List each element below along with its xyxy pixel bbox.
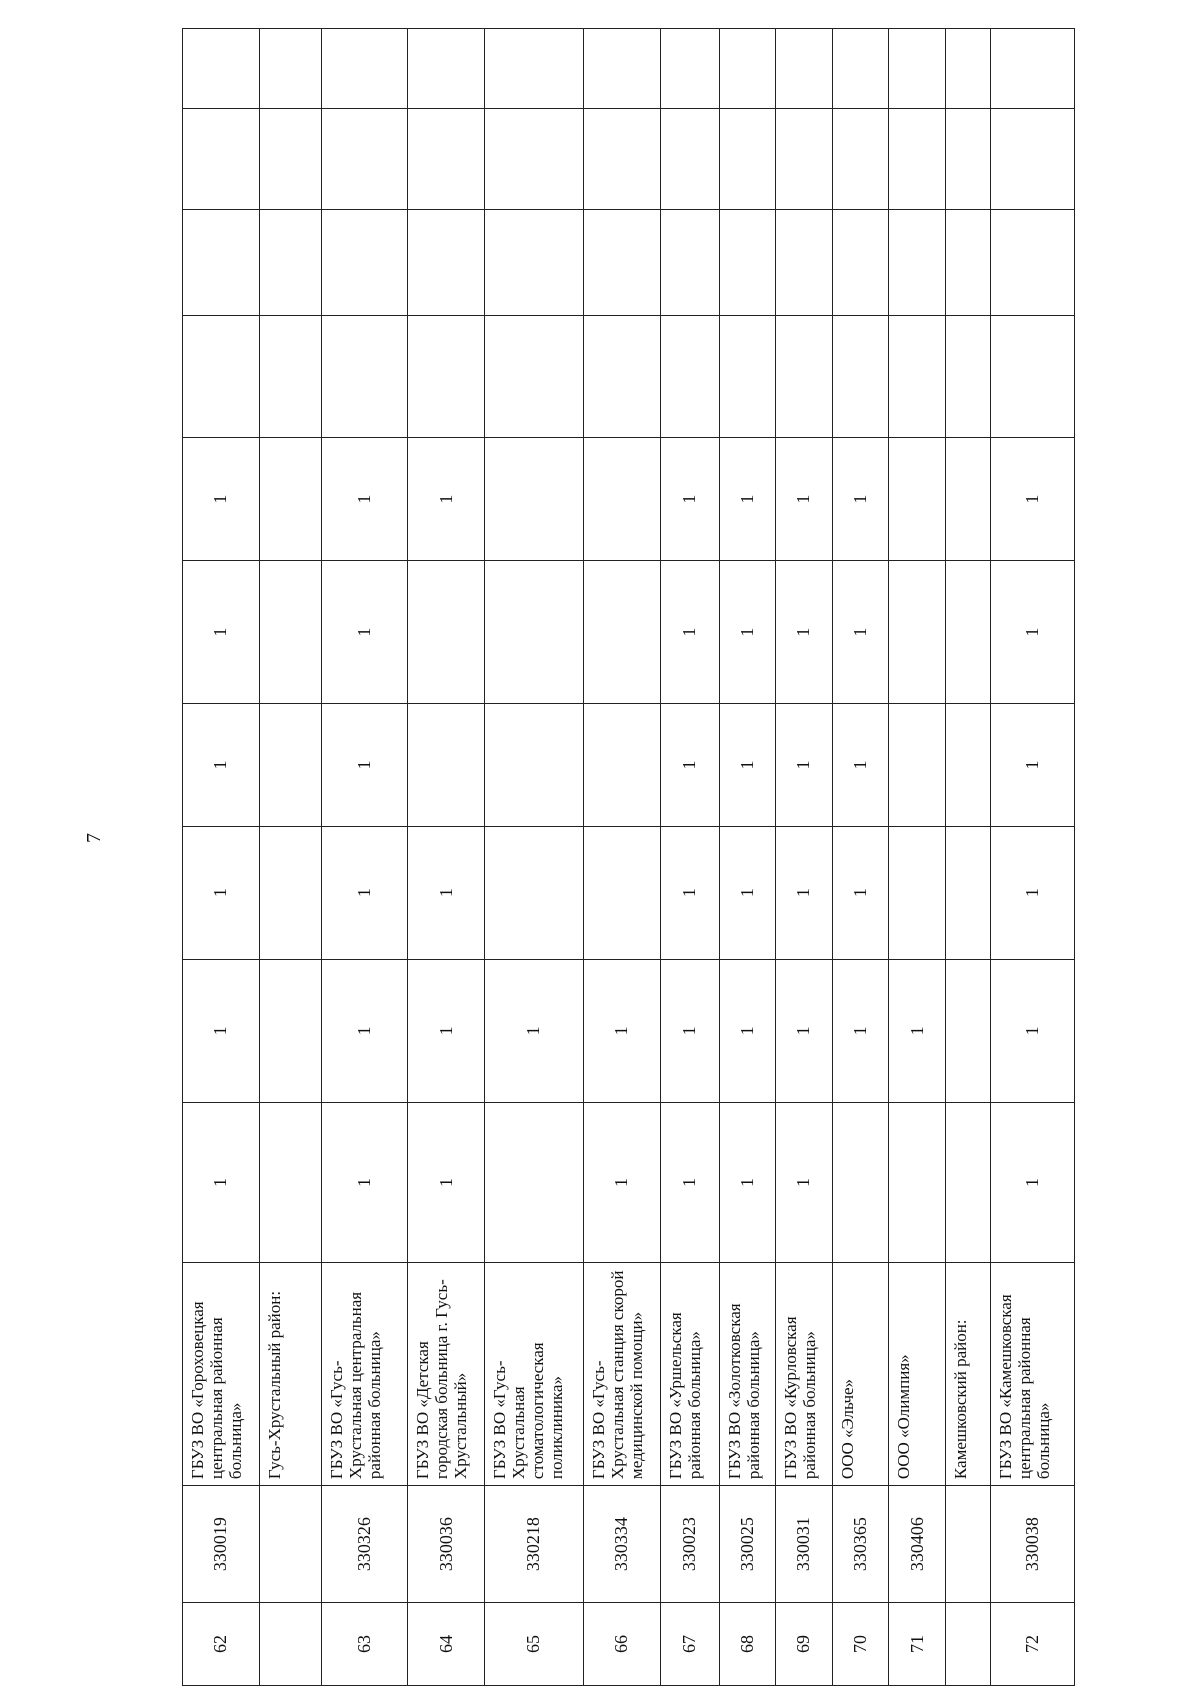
value-cell xyxy=(889,316,946,438)
value-cell xyxy=(183,316,260,438)
value-cell xyxy=(719,108,776,209)
value-cell xyxy=(945,1103,990,1263)
value-cell xyxy=(485,560,583,704)
value-cell xyxy=(660,209,719,315)
value-cell xyxy=(322,108,408,209)
value-cell: 1 xyxy=(991,704,1075,826)
rotated-table-container xyxy=(182,28,1075,1686)
value-cell: 1 xyxy=(719,704,776,826)
value-cell xyxy=(719,316,776,438)
value-cell: 1 xyxy=(991,1103,1075,1263)
value-cell xyxy=(259,704,321,826)
value-cell: 1 xyxy=(183,704,260,826)
value-cell xyxy=(889,1103,946,1263)
value-cell xyxy=(945,209,990,315)
organization-name-cell: ГБУЗ ВО «Уршельская районная больница» xyxy=(660,1262,719,1485)
value-cell: 1 xyxy=(991,826,1075,959)
value-cell: 1 xyxy=(322,704,408,826)
value-cell xyxy=(485,1103,583,1263)
table-row xyxy=(583,29,660,1686)
value-cell: 1 xyxy=(889,959,946,1103)
value-cell: 1 xyxy=(322,438,408,560)
organization-code-cell: 330038 xyxy=(991,1486,1075,1603)
value-cell xyxy=(408,316,485,438)
value-cell: 1 xyxy=(183,826,260,959)
value-cell xyxy=(322,209,408,315)
organization-name-cell: ГБУЗ ВО «Гусь-Хрустальная станция скорой медицинской помощи» xyxy=(583,1262,660,1485)
value-cell xyxy=(485,209,583,315)
value-cell xyxy=(583,560,660,704)
value-cell xyxy=(776,209,833,315)
organization-code-cell: 330025 xyxy=(719,1486,776,1603)
value-cell xyxy=(945,438,990,560)
organization-name-cell: ГБУЗ ВО «Гороховецкая центральная районная больница» xyxy=(183,1262,260,1485)
organization-name-cell: Камешковский район: xyxy=(945,1262,990,1485)
value-cell xyxy=(776,108,833,209)
value-cell xyxy=(583,108,660,209)
row-number-cell: 67 xyxy=(660,1603,719,1686)
value-cell xyxy=(259,209,321,315)
value-cell xyxy=(945,560,990,704)
table-row xyxy=(776,29,833,1686)
organization-name-cell: ГБУЗ ВО «Золотковская районная больница» xyxy=(719,1262,776,1485)
organization-code-cell: 330406 xyxy=(889,1486,946,1603)
table-row xyxy=(408,29,485,1686)
value-cell xyxy=(889,704,946,826)
value-cell: 1 xyxy=(408,826,485,959)
value-cell: 1 xyxy=(832,704,889,826)
value-cell xyxy=(408,108,485,209)
value-cell xyxy=(583,826,660,959)
value-cell: 1 xyxy=(322,826,408,959)
value-cell: 1 xyxy=(660,959,719,1103)
value-cell: 1 xyxy=(408,1103,485,1263)
value-cell xyxy=(889,826,946,959)
table-body xyxy=(183,29,1075,1686)
value-cell xyxy=(583,209,660,315)
value-cell xyxy=(832,1103,889,1263)
value-cell xyxy=(945,316,990,438)
organization-name-cell: Гусь-Хрустальный район: xyxy=(259,1262,321,1485)
value-cell xyxy=(485,316,583,438)
value-cell xyxy=(408,704,485,826)
organization-code-cell: 330019 xyxy=(183,1486,260,1603)
table-row xyxy=(991,29,1075,1686)
organization-code-cell xyxy=(945,1486,990,1603)
row-number-cell: 70 xyxy=(832,1603,889,1686)
value-cell: 1 xyxy=(183,959,260,1103)
row-number-cell: 63 xyxy=(322,1603,408,1686)
table-row xyxy=(719,29,776,1686)
value-cell xyxy=(991,209,1075,315)
organization-name-cell: ГБУЗ ВО «Детская городская больница г. Гусь-Хрустальный» xyxy=(408,1262,485,1485)
value-cell: 1 xyxy=(776,560,833,704)
value-cell: 1 xyxy=(776,826,833,959)
table-row xyxy=(889,29,946,1686)
value-cell: 1 xyxy=(183,438,260,560)
value-cell: 1 xyxy=(991,438,1075,560)
value-cell xyxy=(776,29,833,109)
value-cell: 1 xyxy=(832,959,889,1103)
value-cell xyxy=(832,29,889,109)
value-cell xyxy=(660,29,719,109)
value-cell: 1 xyxy=(183,1103,260,1263)
value-cell xyxy=(259,1103,321,1263)
organization-code-cell: 330334 xyxy=(583,1486,660,1603)
value-cell xyxy=(408,209,485,315)
value-cell: 1 xyxy=(719,959,776,1103)
value-cell xyxy=(485,29,583,109)
value-cell xyxy=(719,209,776,315)
value-cell xyxy=(259,560,321,704)
value-cell xyxy=(259,316,321,438)
value-cell: 1 xyxy=(583,959,660,1103)
value-cell xyxy=(183,209,260,315)
value-cell xyxy=(259,826,321,959)
table-row xyxy=(485,29,583,1686)
value-cell xyxy=(583,438,660,560)
table-row xyxy=(322,29,408,1686)
value-cell xyxy=(583,704,660,826)
organization-code-cell: 330023 xyxy=(660,1486,719,1603)
organization-name-cell: ГБУЗ ВО «Курловская районная больница» xyxy=(776,1262,833,1485)
value-cell xyxy=(322,316,408,438)
organization-code-cell: 330031 xyxy=(776,1486,833,1603)
value-cell xyxy=(945,959,990,1103)
value-cell xyxy=(991,108,1075,209)
value-cell xyxy=(889,438,946,560)
value-cell: 1 xyxy=(408,438,485,560)
value-cell xyxy=(945,826,990,959)
value-cell: 1 xyxy=(832,826,889,959)
value-cell: 1 xyxy=(660,1103,719,1263)
table-row xyxy=(660,29,719,1686)
value-cell xyxy=(991,29,1075,109)
value-cell xyxy=(660,108,719,209)
value-cell: 1 xyxy=(322,560,408,704)
organization-name-cell: ГБУЗ ВО «Гусь-Хрустальная стоматологическая поликлиника» xyxy=(485,1262,583,1485)
value-cell xyxy=(660,316,719,438)
value-cell xyxy=(259,959,321,1103)
value-cell: 1 xyxy=(322,1103,408,1263)
value-cell: 1 xyxy=(183,560,260,704)
organization-name-cell: ООО «Эльче» xyxy=(832,1262,889,1485)
value-cell: 1 xyxy=(660,560,719,704)
region-row xyxy=(259,29,321,1686)
value-cell: 1 xyxy=(322,959,408,1103)
organization-code-cell: 330218 xyxy=(485,1486,583,1603)
value-cell: 1 xyxy=(991,560,1075,704)
value-cell xyxy=(945,29,990,109)
organization-name-cell: ГБУЗ ВО «Камешковская центральная районная больница» xyxy=(991,1262,1075,1485)
value-cell xyxy=(183,108,260,209)
value-cell xyxy=(485,108,583,209)
organization-code-cell: 330365 xyxy=(832,1486,889,1603)
value-cell: 1 xyxy=(832,438,889,560)
value-cell xyxy=(408,29,485,109)
value-cell: 1 xyxy=(832,560,889,704)
value-cell xyxy=(485,438,583,560)
region-row xyxy=(945,29,990,1686)
value-cell xyxy=(776,316,833,438)
row-number-cell: 68 xyxy=(719,1603,776,1686)
value-cell xyxy=(485,826,583,959)
row-number-cell: 69 xyxy=(776,1603,833,1686)
value-cell: 1 xyxy=(408,959,485,1103)
value-cell: 1 xyxy=(719,826,776,959)
value-cell xyxy=(485,704,583,826)
value-cell: 1 xyxy=(660,704,719,826)
value-cell xyxy=(408,560,485,704)
value-cell: 1 xyxy=(776,959,833,1103)
row-number-cell: 66 xyxy=(583,1603,660,1686)
table-row xyxy=(832,29,889,1686)
value-cell xyxy=(259,108,321,209)
row-number-cell xyxy=(945,1603,990,1686)
value-cell xyxy=(991,316,1075,438)
value-cell xyxy=(889,209,946,315)
organization-code-cell xyxy=(259,1486,321,1603)
value-cell xyxy=(889,29,946,109)
row-number-cell: 65 xyxy=(485,1603,583,1686)
value-cell: 1 xyxy=(776,1103,833,1263)
value-cell xyxy=(889,108,946,209)
value-cell xyxy=(945,704,990,826)
value-cell xyxy=(719,29,776,109)
row-number-cell: 64 xyxy=(408,1603,485,1686)
row-number-cell: 72 xyxy=(991,1603,1075,1686)
value-cell xyxy=(832,108,889,209)
value-cell: 1 xyxy=(719,438,776,560)
row-number-cell: 71 xyxy=(889,1603,946,1686)
value-cell: 1 xyxy=(485,959,583,1103)
value-cell: 1 xyxy=(583,1103,660,1263)
organization-code-cell: 330326 xyxy=(322,1486,408,1603)
value-cell: 1 xyxy=(776,438,833,560)
value-cell xyxy=(583,29,660,109)
value-cell xyxy=(183,29,260,109)
value-cell: 1 xyxy=(660,826,719,959)
table-row xyxy=(183,29,260,1686)
value-cell xyxy=(259,438,321,560)
value-cell: 1 xyxy=(991,959,1075,1103)
medical-organizations-table xyxy=(182,28,1075,1686)
organization-name-cell: ГБУЗ ВО «Гусь-Хрустальная центральная районная больница» xyxy=(322,1262,408,1485)
organization-code-cell: 330036 xyxy=(408,1486,485,1603)
value-cell xyxy=(583,316,660,438)
value-cell xyxy=(889,560,946,704)
value-cell xyxy=(322,29,408,109)
row-number-cell: 62 xyxy=(183,1603,260,1686)
organization-name-cell: ООО «Олимпия» xyxy=(889,1262,946,1485)
value-cell: 1 xyxy=(660,438,719,560)
value-cell: 1 xyxy=(776,704,833,826)
value-cell xyxy=(945,108,990,209)
row-number-cell xyxy=(259,1603,321,1686)
value-cell xyxy=(832,209,889,315)
value-cell: 1 xyxy=(719,1103,776,1263)
value-cell xyxy=(259,29,321,109)
page-number: 7 xyxy=(83,833,105,843)
value-cell xyxy=(832,316,889,438)
value-cell: 1 xyxy=(719,560,776,704)
